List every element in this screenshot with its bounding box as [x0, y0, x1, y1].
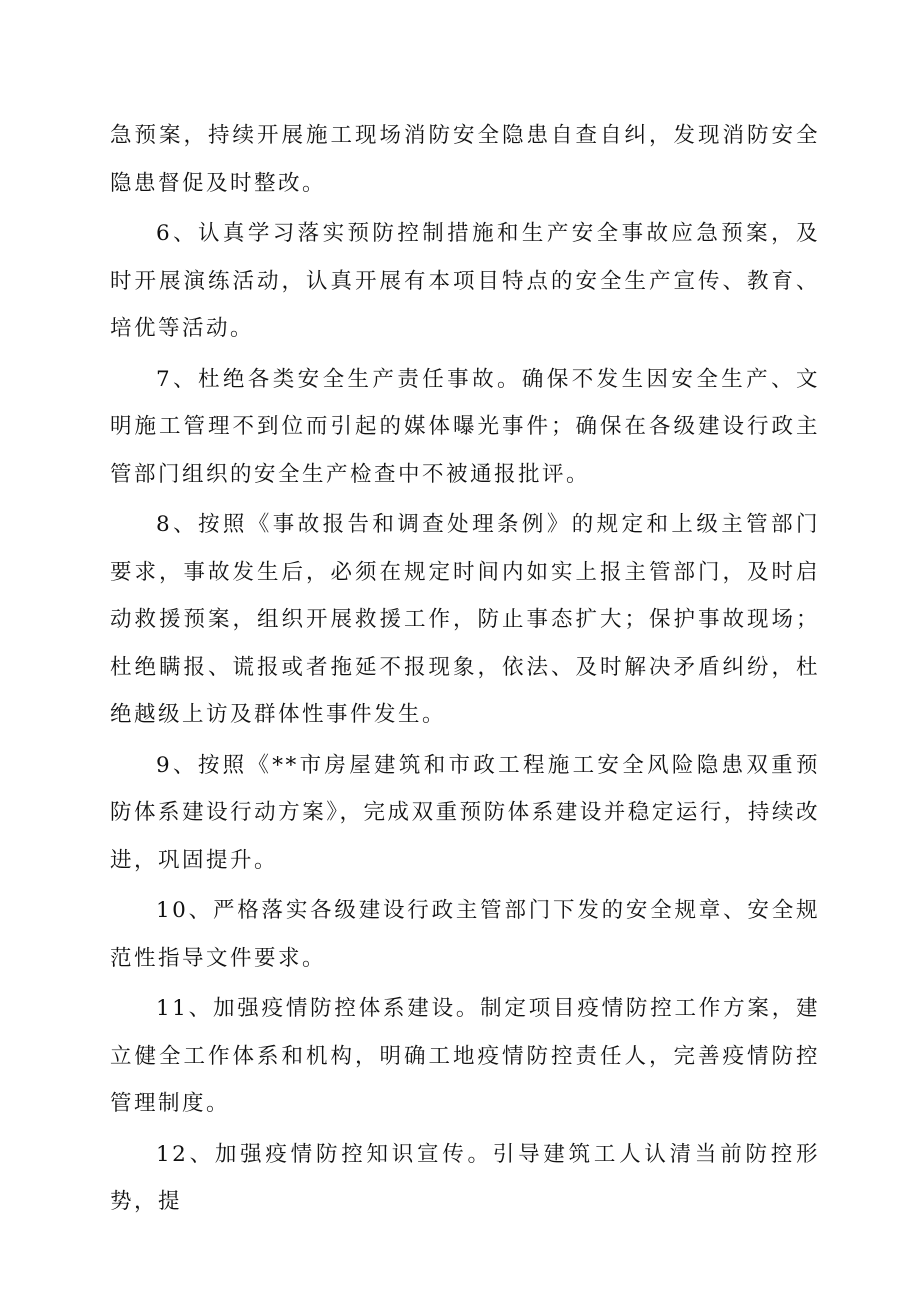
paragraph-item-8: 8、按照《事故报告和调查处理条例》的规定和上级主管部门要求，事故发生后，必须在规定时间内如实上报主管部门，及时启动救援预案，组织开展救援工作，防止事态扩大；保护事故现场；杜绝瞒报、谎报或者拖延不报现象，依法、及时解决矛盾纠纷，杜绝越级上访及群体性事件发生。 — [110, 512, 820, 727]
paragraph-item-10: 10、严格落实各级建设行政主管部门下发的安全规章、安全规范性指导文件要求。 — [110, 898, 820, 971]
paragraph-continuation: 急预案，持续开展施工现场消防安全隐患自查自纠，发现消防安全隐患督促及时整改。 — [110, 123, 820, 196]
paragraph-item-6: 6、认真学习落实预防控制措施和生产安全事故应急预案，及时开展演练活动，认真开展有本项目特点的安全生产宣传、教育、培优等活动。 — [110, 221, 820, 341]
paragraph-item-9: 9、按照《**市房屋建筑和市政工程施工安全风险隐患双重预防体系建设行动方案》，完成双重预防体系建设并稳定运行，持续改进，巩固提升。 — [110, 752, 820, 873]
paragraph-item-7: 7、杜绝各类安全生产责任事故。确保不发生因安全生产、文明施工管理不到位而引起的媒体曝光事件；确保在各级建设行政主管部门组织的安全生产检查中不被通报批评。 — [110, 366, 820, 487]
paragraph-item-12: 12、加强疫情防控知识宣传。引导建筑工人认清当前防控形势，提 — [110, 1141, 820, 1214]
paragraph-item-11: 11、加强疫情防控体系建设。制定项目疫情防控工作方案，建立健全工作体系和机构，明确工地疫情防控责任人，完善疫情防控管理制度。 — [110, 996, 820, 1116]
body-text — [110, 112, 820, 1229]
